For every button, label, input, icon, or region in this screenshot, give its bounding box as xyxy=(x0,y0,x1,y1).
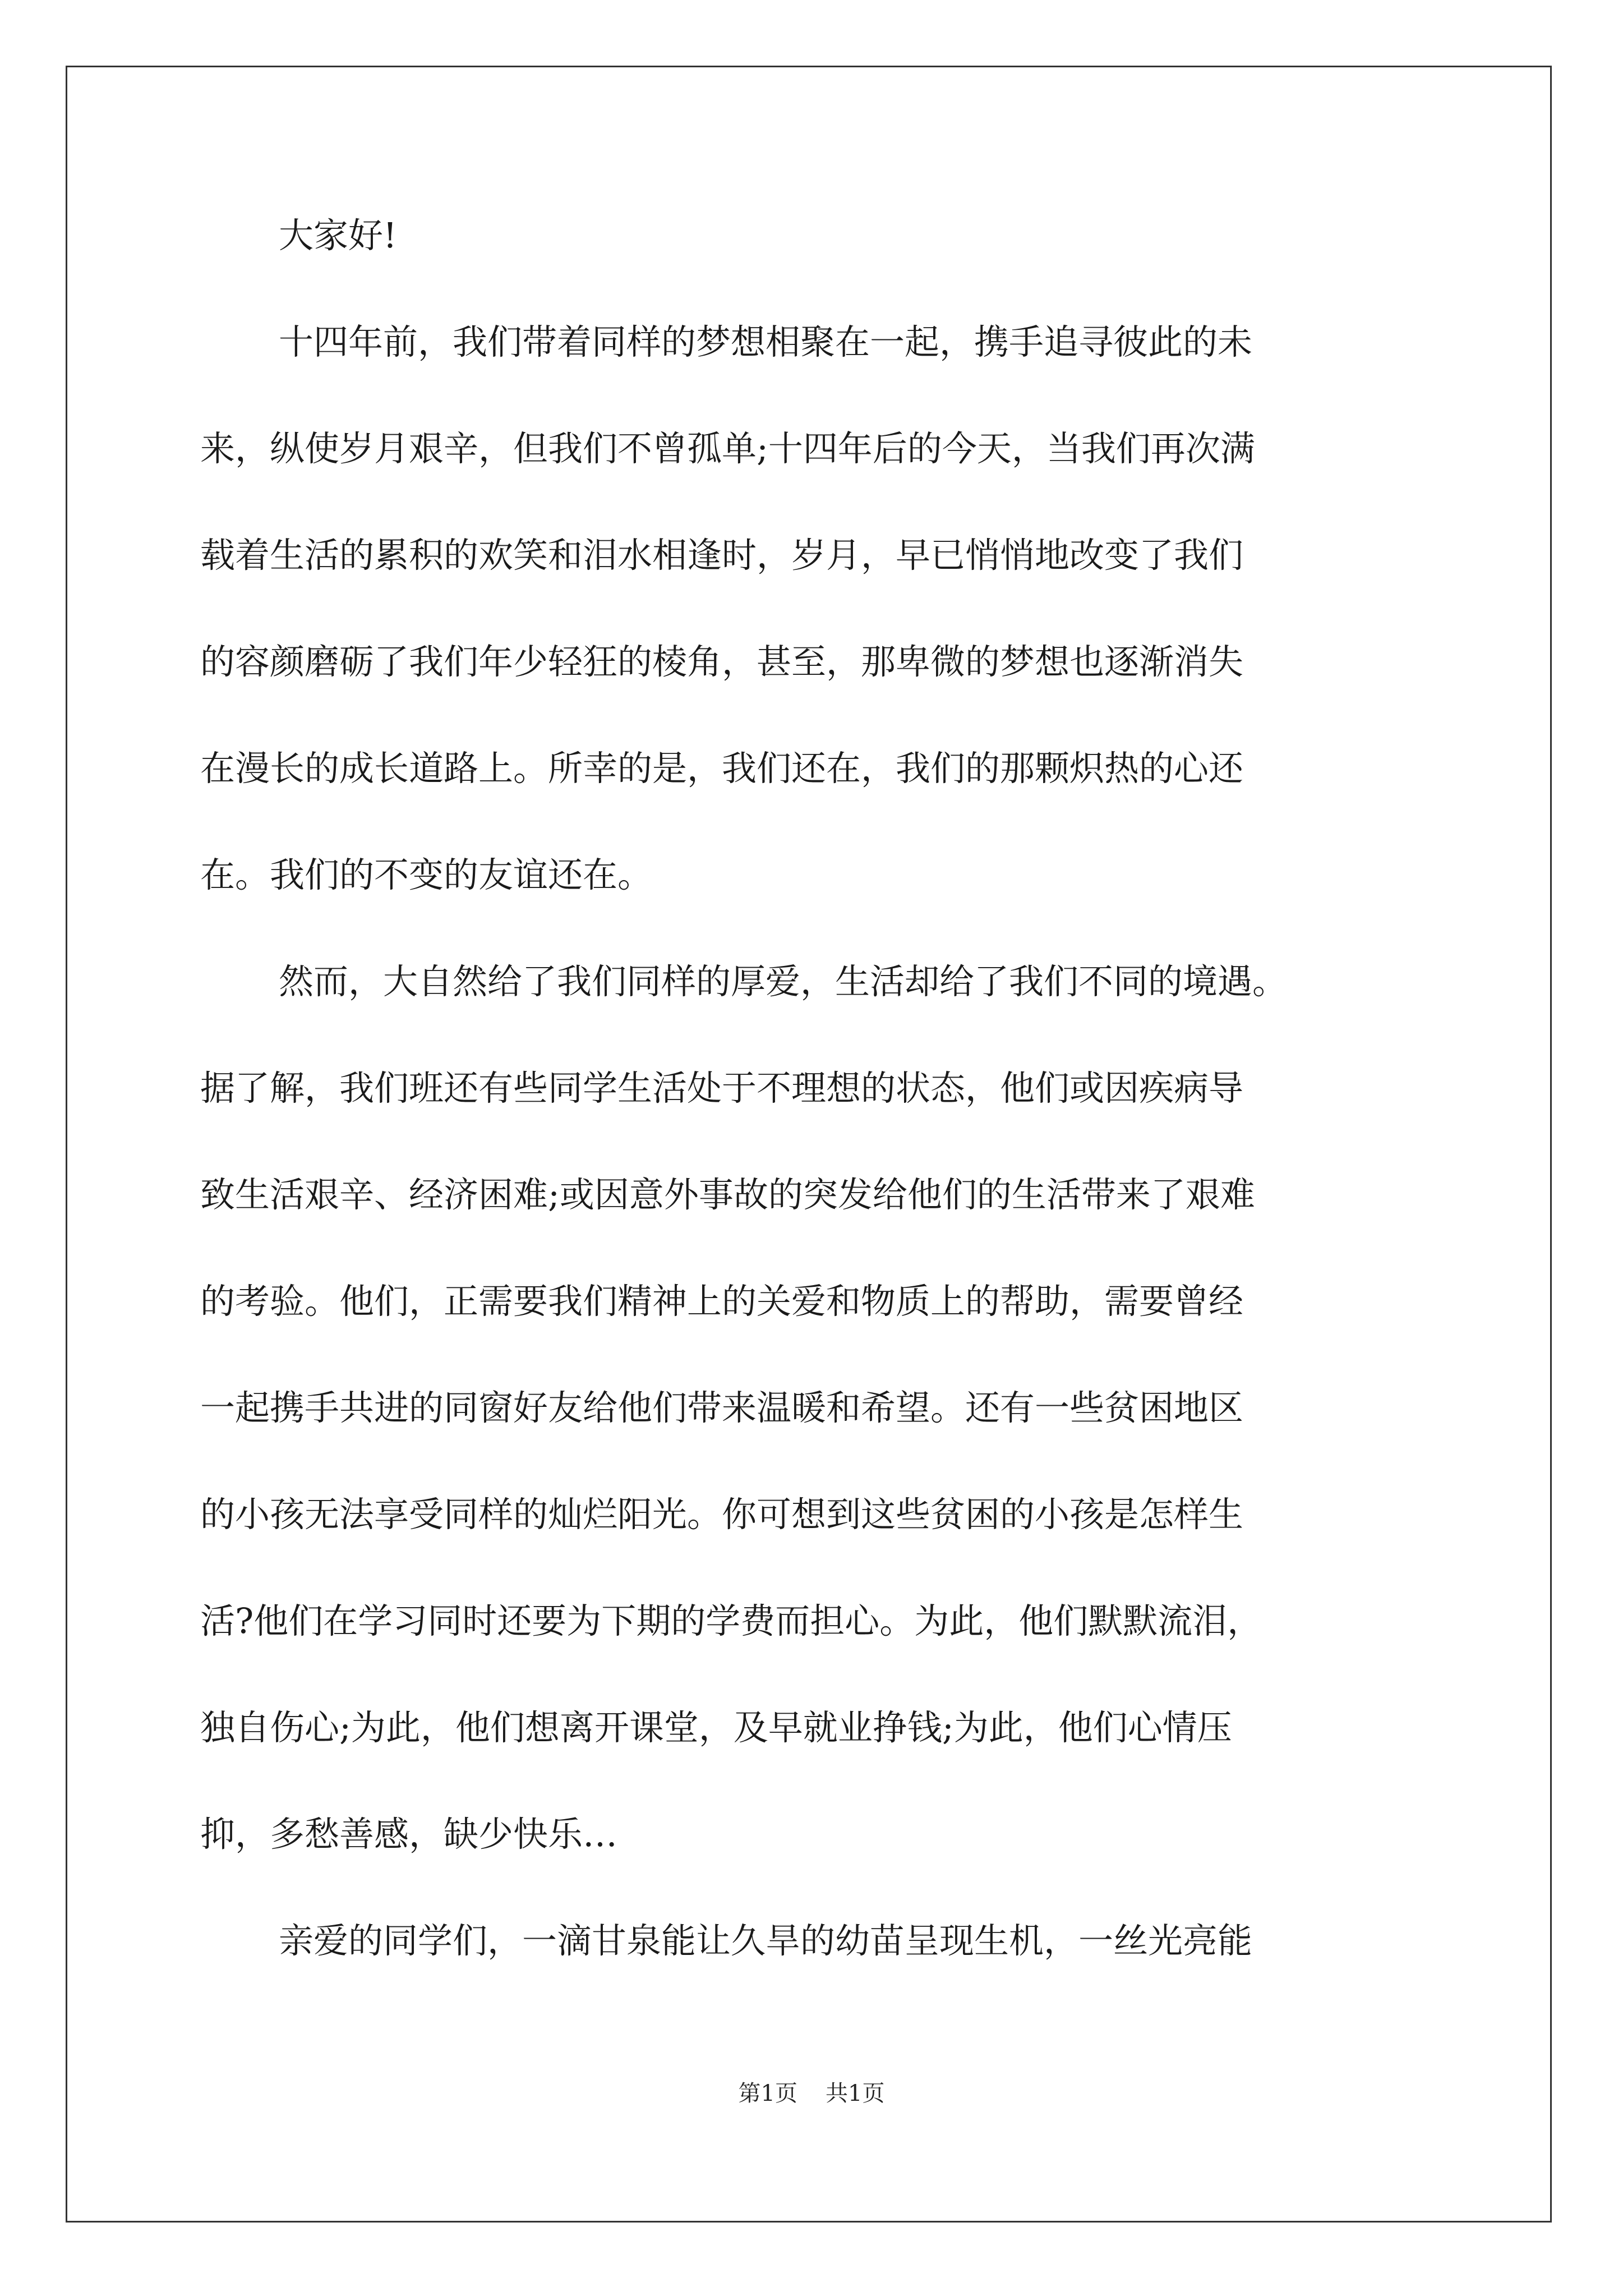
paragraph-line: 独自伤心;为此，他们想离开课堂，及早就业挣钱;为此，他们心情压 xyxy=(200,1707,1232,1748)
paragraph-line: 十四年前，我们带着同样的梦想相聚在一起，携手追寻彼此的未 xyxy=(279,321,1253,362)
paragraph-line: 的考验。他们，正需要我们精神上的关爱和物质上的帮助，需要曾经 xyxy=(200,1281,1244,1322)
paragraph-line: 然而，大自然给了我们同样的厚爱，生活却给了我们不同的境遇。 xyxy=(279,961,1288,1002)
paragraph-line: 活?他们在学习同时还要为下期的学费而担心。为此，他们默默流泪， xyxy=(200,1600,1262,1641)
paragraph-line: 致生活艰辛、经济困难;或因意外事故的突发给他们的生活带来了艰难 xyxy=(200,1174,1255,1215)
paragraph-line: 抑，多愁善感，缺少快乐… xyxy=(200,1814,618,1855)
page-footer xyxy=(0,2078,1623,2109)
paragraph-line: 的小孩无法享受同样的灿烂阳光。你可想到这些贫困的小孩是怎样生 xyxy=(200,1494,1244,1535)
page-number: 第1页 xyxy=(738,2081,797,2106)
paragraph-line: 的容颜磨砺了我们年少轻狂的棱角，甚至，那卑微的梦想也逐渐消失 xyxy=(200,641,1244,682)
paragraph-line: 据了解，我们班还有些同学生活处于不理想的状态，他们或因疾病导 xyxy=(200,1068,1244,1108)
paragraph-line: 载着生活的累积的欢笑和泪水相逢时，岁月，早已悄悄地改变了我们 xyxy=(200,535,1244,576)
paragraph-line: 在漫长的成长道路上。所幸的是，我们还在，我们的那颗炽热的心还 xyxy=(200,748,1244,789)
page-total: 共1页 xyxy=(826,2081,885,2106)
page-border xyxy=(66,66,1552,2223)
paragraph-line: 在。我们的不变的友谊还在。 xyxy=(200,854,653,895)
paragraph-line: 一起携手共进的同窗好友给他们带来温暖和希望。还有一些贫困地区 xyxy=(200,1387,1244,1428)
paragraph-greeting: 大家好! xyxy=(279,215,397,256)
paragraph-line: 来，纵使岁月艰辛，但我们不曾孤单;十四年后的今天，当我们再次满 xyxy=(200,428,1255,469)
paragraph-line: 亲爱的同学们，一滴甘泉能让久旱的幼苗呈现生机，一丝光亮能 xyxy=(279,1920,1253,1961)
